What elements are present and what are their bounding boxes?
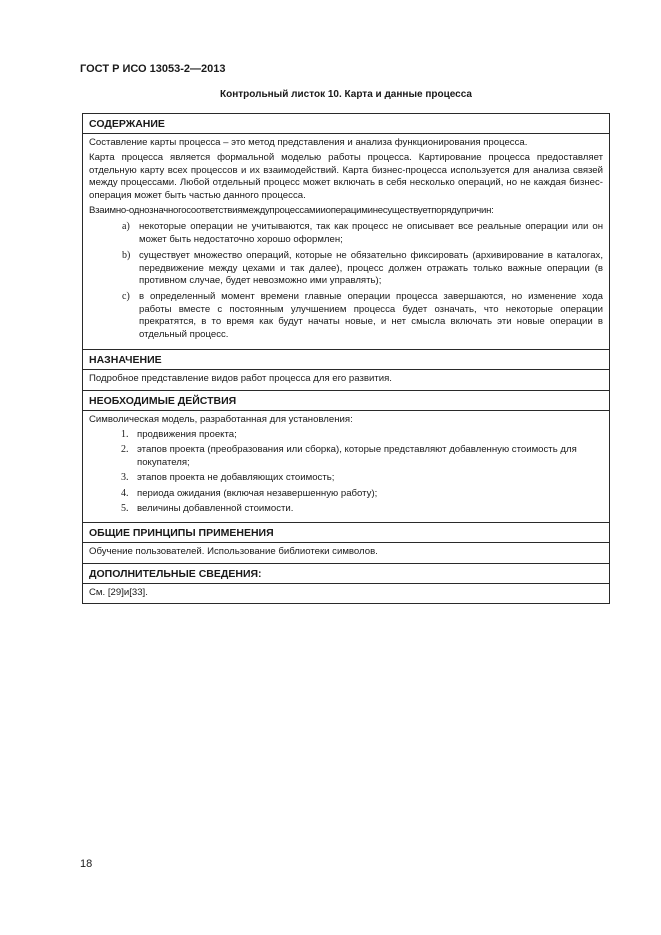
sheet-title: Контрольный листок 10. Карта и данные процесса bbox=[220, 89, 472, 100]
list-item-text: существует множество операций, которые не обязательно фиксировать (архивирование в каталогах, передвижение между цехами и так далее), процесс должен отражать только важные операции (в противном случае, будет невозможно ими управлять); bbox=[139, 250, 603, 287]
list-item bbox=[89, 444, 603, 469]
content-paragraph-3: Взаимно-однозначногосоответствиямеждупроцессамииоперациминесуществуетпорядупричин: bbox=[89, 205, 494, 217]
list-marker: 4. bbox=[121, 487, 129, 499]
list-item bbox=[89, 488, 603, 500]
list-marker: 3. bbox=[121, 472, 129, 484]
list-item bbox=[89, 472, 603, 484]
list-item bbox=[89, 503, 603, 515]
additional-text: См. [29]и[33]. bbox=[89, 586, 148, 598]
list-marker: b) bbox=[122, 250, 131, 262]
section-title-purpose: НАЗНАЧЕНИЕ bbox=[83, 350, 609, 370]
actions-intro: Символическая модель, разработанная для установления: bbox=[89, 413, 353, 425]
list-item bbox=[89, 291, 603, 341]
section-title-actions: НЕОБХОДИМЫЕ ДЕЙСТВИЯ bbox=[83, 391, 609, 411]
list-marker: a) bbox=[122, 221, 130, 233]
section-body-purpose bbox=[83, 370, 609, 389]
section-body-principles bbox=[83, 543, 609, 562]
section-body-actions bbox=[83, 411, 609, 523]
list-marker: c) bbox=[122, 291, 130, 303]
list-item bbox=[89, 429, 603, 441]
list-item-text: этапов проекта (преобразования или сборка), которые представляют добавленную стоимость для покупателя; bbox=[137, 444, 577, 468]
section-purpose bbox=[83, 349, 609, 389]
page-number: 18 bbox=[80, 858, 93, 870]
checklist-table bbox=[82, 113, 610, 604]
principles-text: Обучение пользователей. Использование библиотеки символов. bbox=[89, 546, 378, 558]
standard-header: ГОСТ Р ИСО 13053-2—2013 bbox=[80, 63, 226, 75]
purpose-text: Подробное представление видов работ процесса для его развития. bbox=[89, 373, 392, 385]
section-title-content: СОДЕРЖАНИЕ bbox=[83, 114, 609, 134]
list-item-text: в определенный момент времени главные операции процесса завершаются, но изменение хода работы вместе с постоянным улучшением процесса будет означать, что некоторые операции прекратятся, в то время как будут начаты новые, и нет смысла включать эти новые операции в отдельный процесс. bbox=[139, 291, 603, 340]
section-actions bbox=[83, 390, 609, 523]
content-paragraph-2: Карта процесса является формальной моделью работы процесса. Картирование процесса предоставляет отдельную карту всех процессов и их взаимодействий. Карта бизнес-процесса используется для анализа связей между процессами. Любой отдельный процесс может включать в себя несколько операций, но не каждая бизнес-операция может быть частью данного процесса. bbox=[89, 152, 603, 201]
list-item-text: периода ожидания (включая незавершенную работу); bbox=[137, 487, 378, 499]
section-body-additional bbox=[83, 584, 609, 603]
list-marker: 2. bbox=[121, 444, 129, 456]
section-additional bbox=[83, 563, 609, 603]
content-paragraph-1: Составление карты процесса – это метод представления и анализа функционирования процесса. bbox=[89, 137, 528, 148]
section-title-additional: ДОПОЛНИТЕЛЬНЫЕ СВЕДЕНИЯ: bbox=[83, 564, 609, 584]
section-principles bbox=[83, 522, 609, 562]
list-item-text: этапов проекта не добавляющих стоимость; bbox=[137, 472, 335, 484]
list-marker: 1. bbox=[121, 428, 129, 440]
list-item bbox=[89, 250, 603, 287]
list-marker: 5. bbox=[121, 502, 129, 514]
list-item bbox=[89, 221, 603, 246]
list-item-text: некоторые операции не учитываются, так как процесс не описывает все реальные операции или он может быть недостаточно хорошо оформлен; bbox=[139, 221, 603, 245]
actions-list bbox=[89, 429, 603, 515]
section-content bbox=[83, 114, 609, 349]
section-title-principles: ОБЩИЕ ПРИНЦИПЫ ПРИМЕНЕНИЯ bbox=[83, 523, 609, 543]
content-reasons-list bbox=[89, 221, 603, 341]
section-body-content bbox=[83, 134, 609, 349]
list-item-text: величины добавленной стоимости. bbox=[137, 502, 294, 514]
list-item-text: продвижения проекта; bbox=[137, 428, 237, 440]
